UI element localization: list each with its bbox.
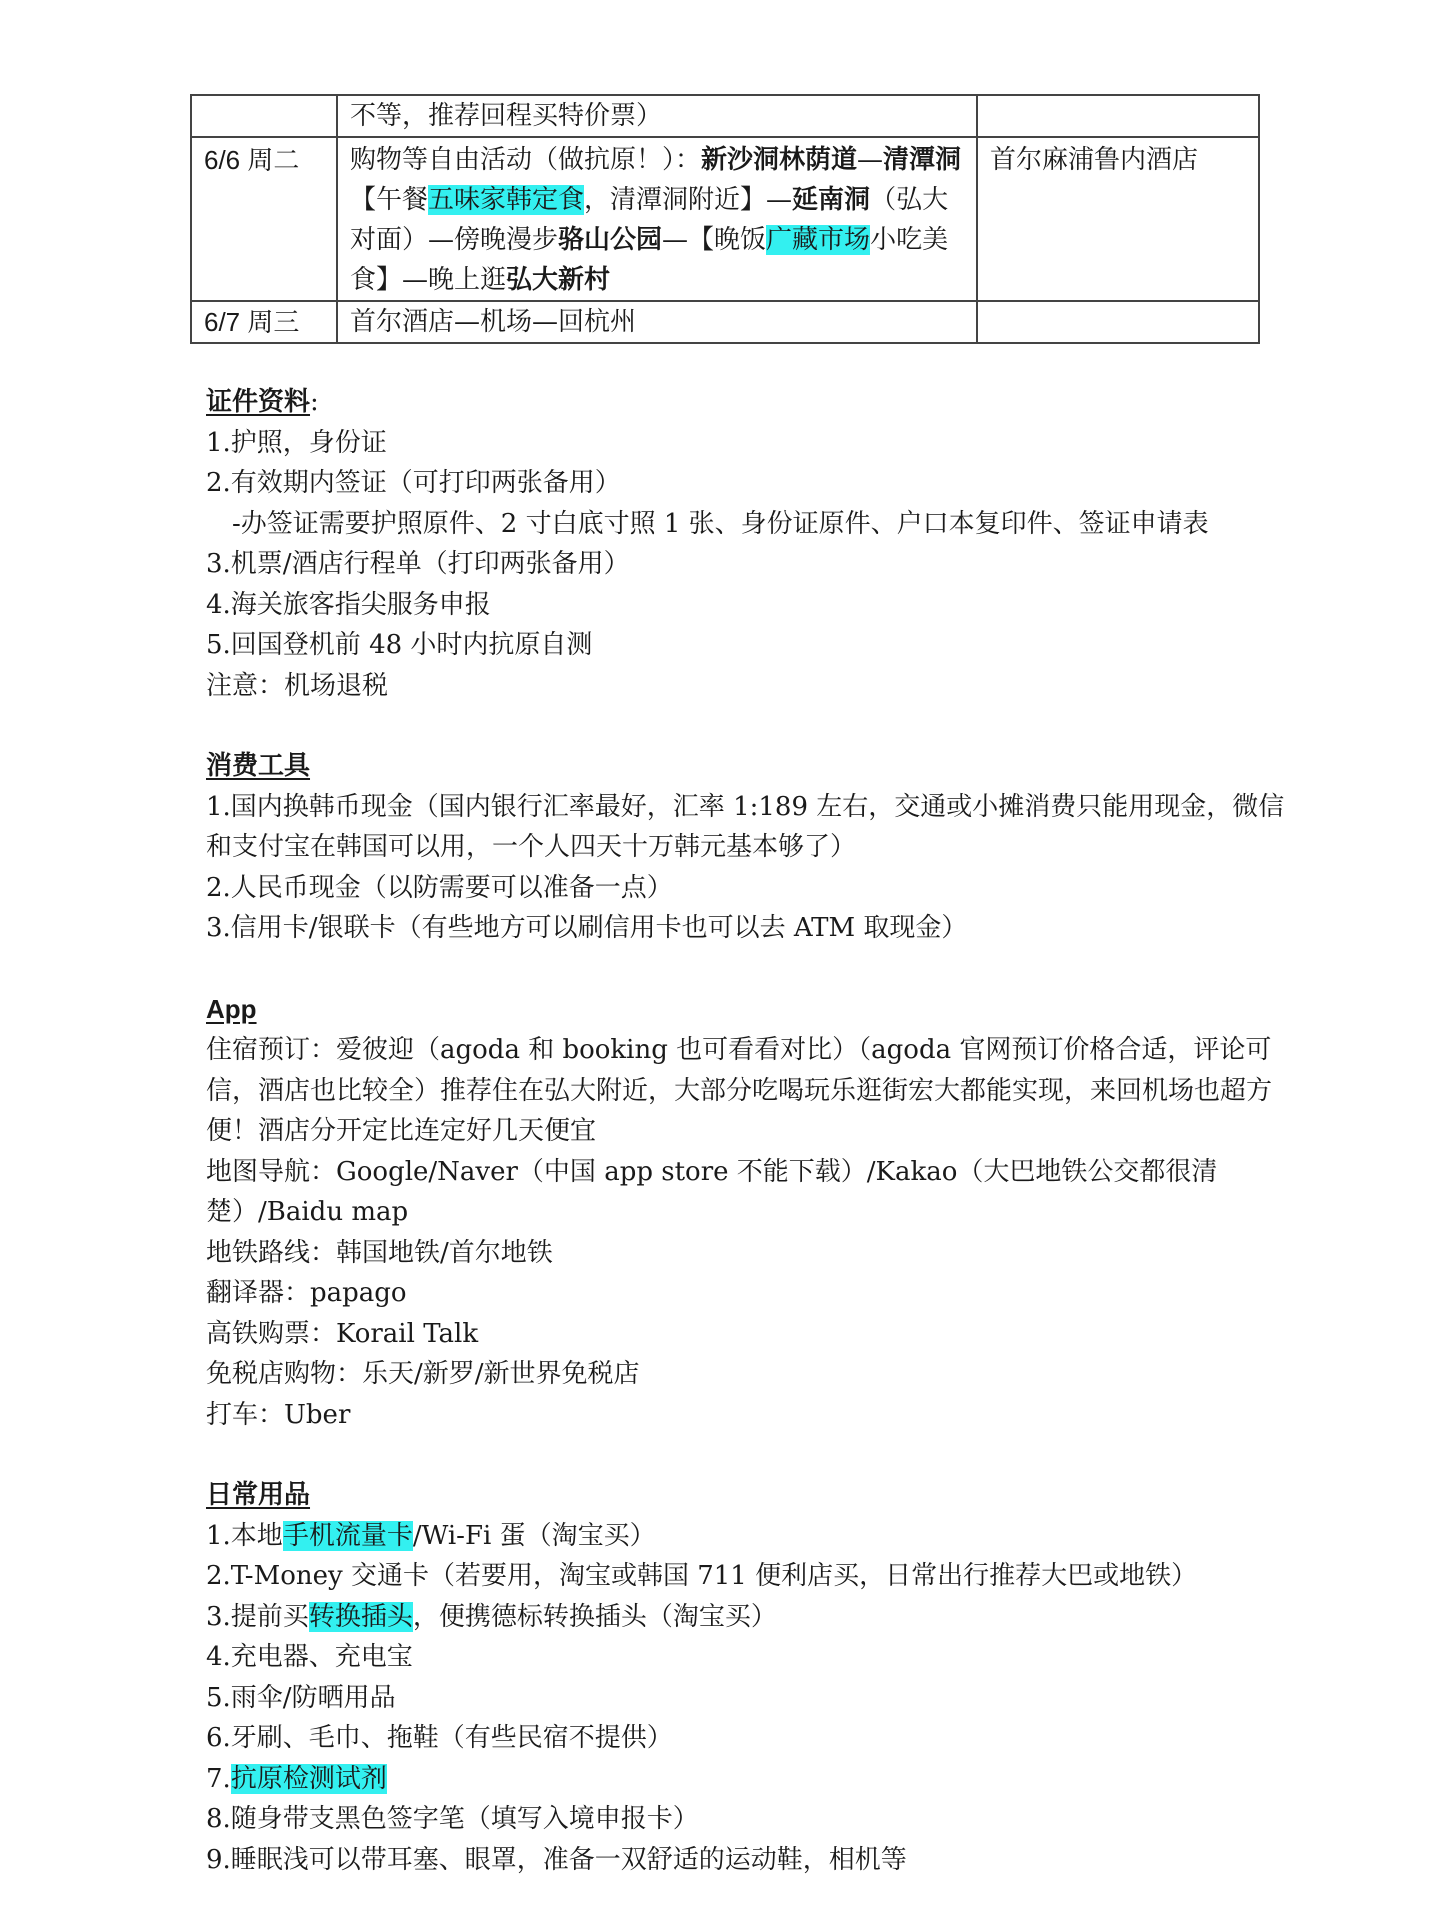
itinerary-plan: 不等，推荐回程买特价票） (337, 95, 977, 137)
highlighted-text: 抗原检测试剂 (230, 1763, 387, 1794)
list-item-text: 8.随身带支黑色签字笔（填写入境申报卡） (206, 1804, 699, 1834)
section (206, 382, 1286, 706)
plan-text: —【晚饭 (662, 225, 767, 255)
itinerary-date (191, 95, 337, 137)
section-heading (206, 382, 1286, 423)
plan-text: — (857, 145, 884, 175)
list-item-text: 7. (206, 1763, 231, 1794)
list-item-text: 翻译器：papago (206, 1278, 407, 1308)
list-item-text: 住宿预订：爱彼迎（agoda 和 booking 也可看看对比）（agoda 官网预订价格合适，评论可信，酒店也比较全）推荐住在弘大附近，大部分吃喝玩乐逛街宏大都能实现，来回机场也超方便！酒店分开定比连定好几天便宜 (206, 1035, 1273, 1146)
list-item-text: 1.护照，身份证 (206, 427, 387, 458)
list-item-text: 地图导航：Google/Naver（中国 app store 不能下载）/Kakao（大巴地铁公交都很清楚）/Baidu map (206, 1156, 1218, 1227)
list-item-text: 5.回国登机前 48 小时内抗原自测 (206, 630, 593, 660)
section-title-suffix: : (310, 387, 319, 417)
itinerary-plan (337, 137, 977, 301)
list-item-text: 3.信用卡/银联卡（有些地方可以刷信用卡也可以去 ATM 取现金） (206, 913, 968, 943)
list-item (206, 1637, 1286, 1678)
list-item (206, 1233, 1286, 1274)
section (206, 989, 1286, 1436)
plan-text: ，清潭洞附近】— (584, 185, 793, 215)
itinerary-row (191, 95, 1259, 137)
list-item-text: 2.人民币现金（以防需要可以准备一点） (206, 872, 673, 903)
itinerary-row (191, 301, 1259, 343)
list-item (206, 625, 1286, 666)
section-title: 日常用品 (206, 1480, 311, 1510)
list-item (206, 1759, 1286, 1800)
list-item (206, 787, 1286, 868)
section-heading (206, 1475, 1286, 1516)
list-item (206, 1718, 1286, 1759)
list-item-text: 9.睡眠浅可以带耳塞、眼罩，准备一双舒适的运动鞋，相机等 (206, 1844, 907, 1875)
list-item (206, 1799, 1286, 1840)
list-item-text: 免税店购物：乐天/新罗/新世界免税店 (206, 1359, 640, 1389)
plan-text: （弘大对面）—傍晚漫步 (350, 185, 949, 255)
list-item (206, 1840, 1286, 1881)
list-item (206, 1678, 1286, 1719)
bold-place-name: 延南洞 (792, 185, 871, 215)
bold-place-name: 弘大新村 (506, 265, 611, 295)
list-item (206, 1354, 1286, 1395)
list-item (206, 1556, 1286, 1597)
list-item (206, 908, 1286, 949)
list-item (206, 544, 1286, 585)
itinerary-hotel (977, 301, 1259, 343)
sections-container (206, 382, 1286, 1920)
plan-text: 购物等自由活动（做抗原！）： (350, 145, 702, 175)
section-title: App (206, 993, 257, 1024)
list-item (206, 1597, 1286, 1638)
highlighted-text: 五味家韩定食 (428, 185, 585, 215)
list-item-text: 高铁购票：Korail Talk (206, 1318, 479, 1349)
itinerary-plan: 首尔酒店—机场—回杭州 (337, 301, 977, 343)
list-item-text: 注意：机场退税 (206, 670, 389, 701)
itinerary-date: 6/7 周三 (191, 301, 337, 343)
list-item (206, 504, 1286, 545)
list-item-text: 4.海关旅客指尖服务申报 (206, 589, 491, 620)
bold-place-name: 清潭洞 (883, 145, 962, 175)
itinerary-row (191, 137, 1259, 301)
itinerary-table (190, 94, 1260, 344)
list-item-text: ，便携德标转换插头（淘宝买） (412, 1601, 777, 1632)
list-item-text: -办签证需要护照原件、2 寸白底寸照 1 张、身份证原件、户口本复印件、签证申请表 (232, 508, 1209, 539)
itinerary-hotel: 首尔麻浦鲁内酒店 (977, 137, 1259, 301)
section-heading (206, 746, 1286, 787)
list-item-text: 3.机票/酒店行程单（打印两张备用） (206, 549, 630, 579)
plan-text: 【午餐 (350, 185, 429, 215)
list-item (206, 1516, 1286, 1557)
itinerary-date: 6/6 周二 (191, 137, 337, 301)
list-item-text: 4.充电器、充电宝 (206, 1642, 413, 1672)
list-item (206, 666, 1286, 707)
list-item-text: /Wi-Fi 蛋（淘宝买） (412, 1520, 656, 1551)
list-item (206, 868, 1286, 909)
bold-place-name: 新沙洞林荫道 (701, 145, 858, 175)
section-title: 证件资料 (206, 387, 311, 417)
highlighted-text: 广藏市场 (766, 225, 871, 255)
section (206, 746, 1286, 949)
section (206, 1475, 1286, 1880)
list-item (206, 1314, 1286, 1355)
list-item (206, 423, 1286, 464)
list-item (206, 585, 1286, 626)
list-item-text: 3.提前买 (206, 1601, 309, 1632)
list-item (206, 1030, 1286, 1152)
highlighted-text: 转换插头 (308, 1601, 413, 1632)
highlighted-text: 手机流量卡 (282, 1520, 413, 1551)
section-heading (206, 989, 1286, 1031)
list-item-text: 1.本地 (206, 1520, 283, 1551)
list-item-text: 2.有效期内签证（可打印两张备用） (206, 468, 621, 498)
list-item-text: 2.T-Money 交通卡（若要用，淘宝或韩国 711 便利店买，日常出行推荐大巴或地铁） (206, 1561, 1198, 1591)
itinerary-hotel (977, 95, 1259, 137)
list-item (206, 1273, 1286, 1314)
list-item (206, 1395, 1286, 1436)
list-item-text: 6.牙刷、毛巾、拖鞋（有些民宿不提供） (206, 1723, 673, 1753)
bold-place-name: 骆山公园 (558, 225, 663, 255)
list-item-text: 地铁路线：韩国地铁/首尔地铁 (206, 1237, 553, 1268)
list-item-text: 1.国内换韩币现金（国内银行汇率最好，汇率 1:189 左右，交通或小摊消费只能用现金，微信和支付宝在韩国可以用，一个人四天十万韩元基本够了） (206, 791, 1285, 862)
list-item-text: 5.雨伞/防晒用品 (206, 1682, 396, 1713)
list-item (206, 463, 1286, 504)
list-item (206, 1152, 1286, 1233)
section-title: 消费工具 (206, 751, 311, 781)
list-item-text: 打车：Uber (206, 1399, 351, 1430)
plan-text: 小吃美食】—晚上逛 (350, 225, 949, 295)
